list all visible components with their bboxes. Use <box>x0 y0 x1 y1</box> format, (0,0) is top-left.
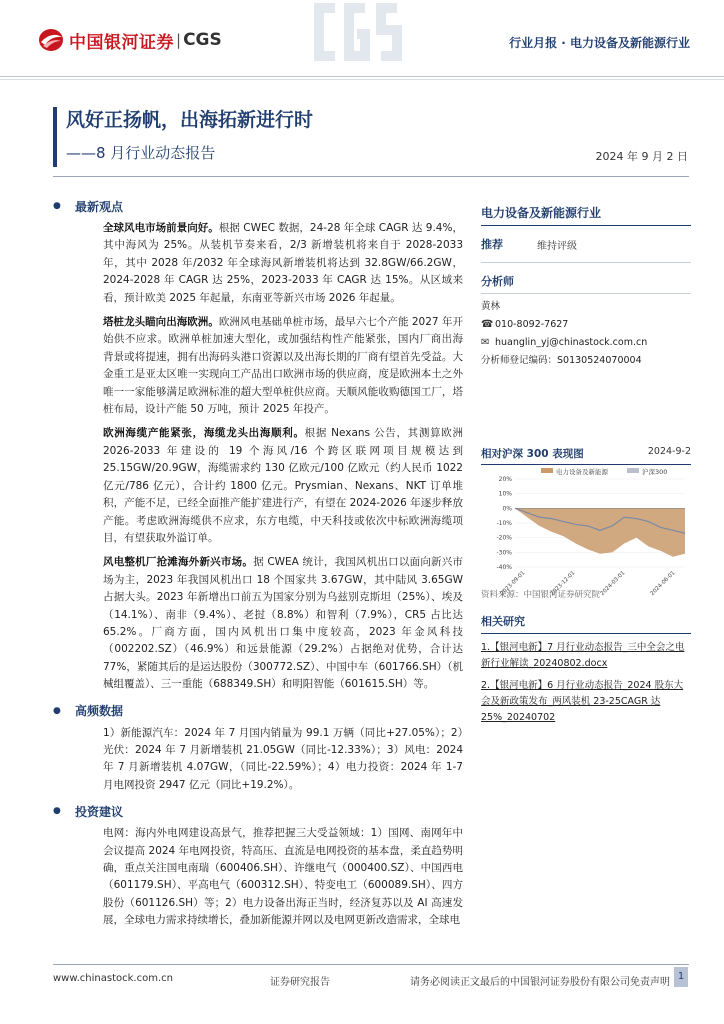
legend-swatch <box>541 468 553 473</box>
series-area-electric-equipment <box>515 508 685 556</box>
related-item[interactable] <box>481 640 691 672</box>
paragraph-text: 1）新能源汽车：2024 年 7 月国内销量为 99.1 万辆（同比+27.05%）；2）光伏：2024 年 7 月新增装机 21.05GW（同比-12.33%）；3）风电：2024 年 7 月新增装机 4.07GW，（同比-22.59%）；4）电力投资：2024 年 1-7 月电网投资 2947 亿元（同比+19.2%）。 <box>103 726 463 791</box>
paragraph-text: 根据 CWEC 数据，24-28 年全球 CAGR 达 9.4%，其中海风为 25%。从装机节奏来看，2/3 新增装机将来自于 2028-2033 年，其中 2028 年/2032 年全球海风新增装机将达到 32.8GW/66.2GW，2024-2028 年 CAGR 达 25%，2023-2033 年 CAGR 达 15%。从区域来看，预计欧美 2025 年起量，东南亚等新兴市场 2026 年起量。 <box>103 222 463 304</box>
chart-date: 2024-9-2 <box>647 446 691 457</box>
main-content <box>53 196 463 937</box>
y-tick-label: -20% <box>496 534 512 542</box>
analyst-heading: 分析师 <box>481 263 691 294</box>
analyst-cert-row <box>481 352 691 370</box>
report-category: 行业月报 · 电力设备及新能源行业 <box>509 36 690 50</box>
footer-disclaimer: 请务必阅读正文最后的中国银河证券股份有限公司免责声明 <box>410 977 670 988</box>
report-title: 风好正扬帆，出海拓新进行时 <box>66 109 314 131</box>
analyst-phone-row <box>481 316 691 334</box>
report-subtitle: ——8 月行业动态报告 <box>66 144 216 162</box>
paragraph <box>103 554 463 693</box>
paragraph <box>103 314 463 418</box>
phone-icon: ☎ <box>481 319 494 330</box>
brand-separator: | <box>176 31 182 49</box>
footer-divider <box>53 964 689 965</box>
paragraph-text: 根据 Nexans 公告，其测算欧洲 2026-2033 年建设的 19 个海风/16 个跨区联网项目规模达到 25.15GW/20.9GW，海缆需求约 130 亿欧元/100 亿欧元（约人民币 1022 亿元/786 亿元），合计约 1800 亿元。Prysmian、Nexans、NKT 订单堆积，产能不足，已经全面推产能扩建进行产，有望在 2024-2026 年逐步释放产能。考虑欧洲海缆供不应求，东方电缆，中天科技或依次中标欧洲海缆项目，有望获取外溢订单。 <box>103 427 463 544</box>
section-bullet-icon: ● <box>53 705 61 716</box>
rating-label: 推荐 <box>481 238 503 251</box>
paragraph <box>103 725 463 795</box>
section-header <box>53 701 463 721</box>
title-accent-bar <box>53 107 57 167</box>
paragraph-lead: 全球风电市场前景向好。 <box>103 222 219 234</box>
analyst-email[interactable]: huanglin_yj@chinastock.com.cn <box>495 337 648 348</box>
chart-header <box>481 446 691 465</box>
paragraph <box>103 825 463 929</box>
brand-logo <box>37 27 222 53</box>
section-header <box>53 801 463 821</box>
email-icon: ✉ <box>481 337 490 348</box>
related-item-link[interactable]: 1.【银河电新】7 月行业动态报告_三中全会之电新行业解读_20240802.docx <box>481 642 685 669</box>
sidebar <box>481 196 691 370</box>
related-research <box>481 613 691 732</box>
brand-name-en: CGS <box>183 30 222 50</box>
y-tick-label: 20% <box>498 476 512 483</box>
chart-plot <box>481 465 691 603</box>
paragraph-lead: 塔桩龙头瞄向出海欧洲。 <box>103 316 219 329</box>
analyst-email-row <box>481 334 691 352</box>
y-tick-label: -40% <box>496 564 512 571</box>
analyst-phone: 010-8092-7627 <box>495 319 569 330</box>
section-title: 高频数据 <box>75 704 124 719</box>
analyst-name: 黄林 <box>481 301 501 312</box>
footer-report-type: 证券研究报告 <box>270 977 330 988</box>
cert-number: S0130524070004 <box>557 355 642 366</box>
brand-name-cn: 中国银河证券 <box>69 32 174 53</box>
header-divider <box>0 76 724 77</box>
x-tick-label: 2024-03-01 <box>599 570 627 598</box>
header-divider-secondary <box>0 79 724 80</box>
page-number: 1 <box>674 967 688 987</box>
chart-source: 资料来源：中国银河证券研究院 <box>481 590 601 600</box>
performance-chart <box>481 446 691 606</box>
section-title: 最新观点 <box>75 199 124 214</box>
y-tick-label: 10% <box>498 490 512 498</box>
x-tick-label: 2023-09-01 <box>499 570 527 598</box>
footer-website[interactable]: www.chinastock.com.cn <box>53 973 173 984</box>
y-tick-label: -10% <box>496 520 512 527</box>
x-tick-label: 2023-12-01 <box>549 570 577 598</box>
legend-swatch <box>627 468 639 473</box>
legend-label: 电力设备及新能源 <box>556 468 608 476</box>
paragraph-text: 欧洲风电基础单桩市场，最早六七个产能 2027 年开始供不应求。欧洲单桩加速大型化，或加强结构性产能紧张，国内厂商出海 背景或将提速，拥有出海码头港口资源以及出海长期的厂商有望首先受益。大金重工是亚太区唯一实现向工产品出口欧洲市场的供应商，度是欧洲本土之外唯一一家能够满足欧洲标准的超大型单桩供应商。天顺风能收购德国工厂，塔桩布局，设计产能 50 万吨，预计 2025 年投产。 <box>103 316 464 416</box>
rating-row <box>481 226 691 263</box>
related-item-link[interactable]: 2.【银河电新】6 月行业动态报告_2024 股东大会及新政策发布_两风装机 23-25CAGR 达 25%_20240702 <box>481 680 684 723</box>
rating-value: 维持评级 <box>537 240 577 252</box>
chart-title: 相对沪深 300 表现图 <box>481 448 584 460</box>
x-tick-label: 2024-06-01 <box>649 570 677 598</box>
cert-label: 分析师登记编码： <box>481 355 558 366</box>
paragraph-lead: 风电整机厂抢滩海外新兴市场。 <box>103 556 254 569</box>
legend-label: 沪深300 <box>642 468 668 476</box>
page-header <box>0 0 724 80</box>
industry-title: 电力设备及新能源行业 <box>481 196 691 226</box>
related-item[interactable] <box>481 678 691 726</box>
paragraph <box>103 220 463 307</box>
section-header <box>53 196 463 216</box>
section-bullet-icon: ● <box>53 201 61 211</box>
paragraph-text: 据 CWEA 统计，我国风机出口以面向新兴市场为主，2023 年我国风机出口 18 个国家共 3.67GW，其中陆风 3.65GW 占据大头。2023 年新增出口前五为国家分别为乌兹别克斯坦（25%）、埃及（14.1%）、南非（9.4%）、老挝（8.8%）和智利（7.9%），CR5 占比达 65.2%。厂商方面，国内风机出口集中度较高，2023 年金风科技（002202.SZ）（46.9%）和远景能源（29.2%）占据绝对优势，合计达 77%，紧随其后的是运达股份（300772.SZ）、中国中车（601766.SH）（机械组覆盖）、三一重能（688349.SH）和明阳智能（601615.SH）等。 <box>103 556 463 691</box>
section-bullet-icon: ● <box>53 806 61 817</box>
related-title: 相关研究 <box>481 613 691 634</box>
report-date: 2024 年 9 月 2 日 <box>595 150 688 163</box>
cgs-watermark <box>305 0 425 100</box>
y-tick-label: -30% <box>496 549 512 557</box>
y-tick-label: 0% <box>502 505 512 513</box>
title-divider <box>53 176 689 177</box>
section-title: 投资建议 <box>75 804 124 819</box>
paragraph <box>103 425 463 547</box>
paragraph-lead: 欧洲海缆产能紧张，海缆龙头出海顺利。 <box>103 427 305 440</box>
analyst-info <box>481 294 691 370</box>
paragraph-text: 电网：海内外电网建设高景气，推荐把握三大受益领域：1）国网、南网年中会议提高 2024 年电网投资，特高压、直流是电网投资的基本盘，柔直趋势明确，重点关注国电南瑞（600406.SH）、许继电气（000400.SZ）、中国西电（601179.SH）、平高电气（600312.SH）、特变电工（600089.SH）、四方股份（601126.SH）等；2）电力设备出海正当时，经济复苏以及 AI 高速发展，全球电力需求持续增长，叠加新能源并网以及电网更新改造需求，全球电 <box>103 827 463 927</box>
cgs-logo-icon <box>37 27 65 53</box>
